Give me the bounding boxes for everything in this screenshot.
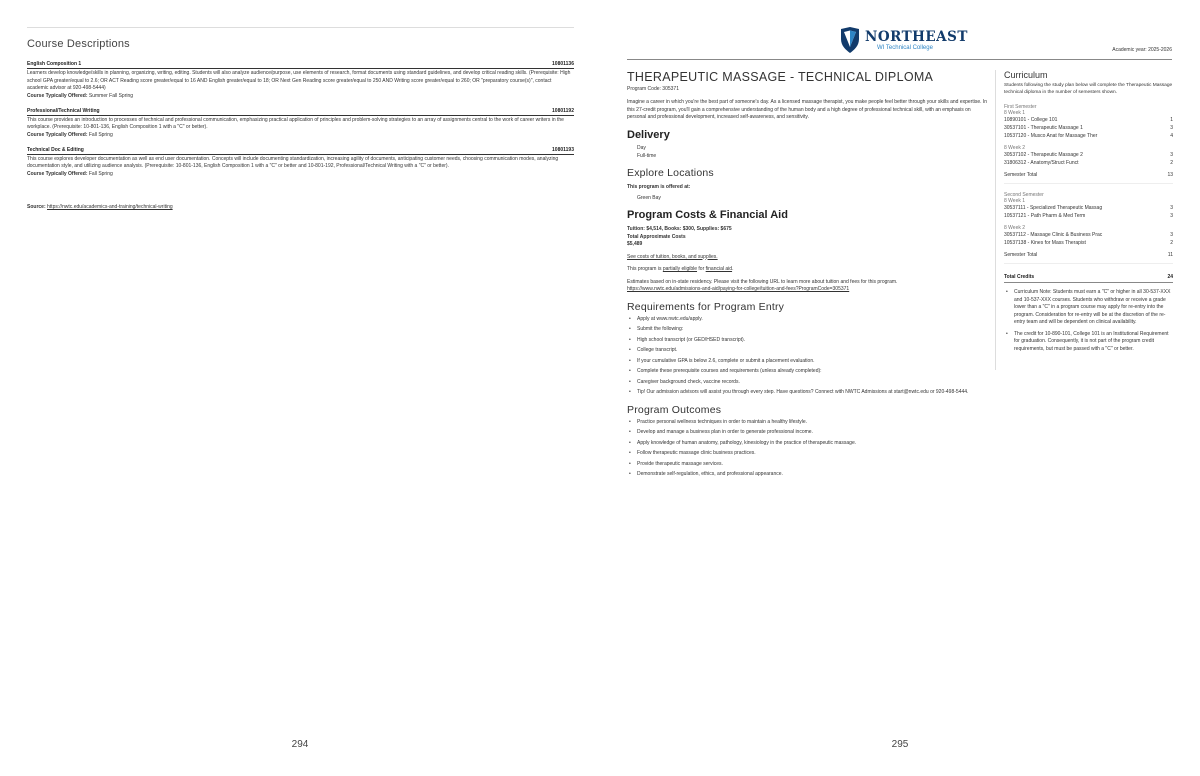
- shield-logo-icon: [840, 27, 860, 53]
- total-credits-value: 24: [1167, 274, 1173, 280]
- course-header: [27, 61, 574, 69]
- source-label: Source:: [27, 204, 46, 210]
- financial-aid-link[interactable]: financial aid: [705, 266, 733, 272]
- course-offered-terms: Summer Fall Spring: [88, 92, 134, 99]
- requirement-item: • College transcript.: [627, 347, 989, 355]
- curriculum-course-row: [1004, 151, 1173, 159]
- requirement-item: • Tip! Our admission advisors will assist you through every step. Have questions? Connect with NWTC Admissions at start@nwtc.edu or 920-498-5444.: [627, 389, 989, 397]
- course-list: [27, 61, 574, 186]
- curriculum-course-credits: 2: [1170, 240, 1173, 246]
- course-block: [27, 147, 574, 178]
- curriculum-course-credits: 2: [1170, 160, 1173, 166]
- page-title: Course Descriptions: [27, 38, 130, 50]
- curriculum-course-credits: 1: [1170, 117, 1173, 123]
- curriculum-course-name: 30537102 - Therapeutic Massage 2: [1004, 152, 1083, 158]
- semester-total-row: [1004, 252, 1173, 264]
- curriculum-note: • Curriculum Note: Students must earn a "C" or higher in all 30-537-XXX and 10-537-XXX courses. Students who withdraw or receive a grade lower than a "C" in a program course may apply for re-entry into the program. Consideration for re-entry will be at the discretion of the re-entry team and will be dependent on clinical availability.: [1004, 289, 1173, 327]
- curriculum-course-credits: 3: [1170, 213, 1173, 219]
- requirement-item: • Submit the following:: [627, 326, 989, 334]
- header-divider: [627, 59, 1172, 60]
- tuition-url-link[interactable]: https://www.nwtc.edu/admissions-and-aid/paying-for-college/tuition-and-fees?ProgramCode=305371: [627, 286, 850, 292]
- outcome-item: • Follow therapeutic massage clinic business practices.: [627, 450, 989, 458]
- week-label: 8 Week 2: [1004, 145, 1026, 151]
- right-page: [600, 0, 1200, 776]
- see-costs-line: [627, 254, 989, 262]
- program-code: Program Code: 305371: [627, 86, 679, 92]
- logo-name: NORTHEAST: [865, 29, 968, 45]
- curriculum-course-name: 30537111 - Specialized Therapeutic Massag: [1004, 205, 1103, 211]
- costs-heading: Program Costs & Financial Aid: [627, 209, 788, 221]
- course-offered-label: Course Typically Offered:: [27, 131, 88, 138]
- curriculum-course-row: [1004, 132, 1173, 140]
- curriculum-course-row: [1004, 159, 1173, 167]
- location-item: Green Bay: [637, 195, 661, 201]
- page-number: 295: [891, 739, 909, 750]
- curriculum-course-credits: 3: [1170, 232, 1173, 238]
- semester-total-value: 13: [1167, 172, 1173, 178]
- curriculum-heading: Curriculum: [1004, 70, 1048, 80]
- delivery-item: Day: [637, 144, 646, 151]
- total-credits-row: [1004, 274, 1173, 283]
- course-description: This course provides an introduction to processes of technical and professional communication, emphasizing practical application of principles and problem-solving strategies to an array of assignments central to the work of career writers in the workplace. (Prerequisite: 10-801-136, English Composition 1 with a "C" or better).: [27, 116, 564, 130]
- course-offered-label: Course Typically Offered:: [27, 92, 88, 99]
- semester-total-label: Semester Total: [1004, 172, 1038, 178]
- outcomes-list: [627, 419, 989, 479]
- curriculum-course-row: [1004, 239, 1173, 247]
- delivery-item: Full-time: [637, 152, 657, 159]
- outcome-item: • Apply knowledge of human anatomy, pathology, kinesiology in the practice of therapeutic massage.: [627, 440, 989, 448]
- curriculum-course-name: 30537112 - Massage Clinic & Business Prac: [1004, 232, 1103, 238]
- semester-total-value: 11: [1167, 252, 1173, 258]
- program-title: THERAPEUTIC MASSAGE - TECHNICAL DIPLOMA: [627, 70, 934, 84]
- curriculum-course-name: 10537138 - Kines for Mass Therapist: [1004, 240, 1086, 246]
- course-name: Professional/Technical Writing: [27, 107, 100, 114]
- course-code: 10801136: [552, 61, 574, 67]
- outcome-item: • Develop and manage a business plan in order to generate professional income.: [627, 429, 989, 437]
- course-code: 10801192: [552, 107, 574, 114]
- requirement-item: • Apply at www.nwtc.edu/apply.: [627, 316, 989, 324]
- requirement-item: • High school transcript (or GED/HSED transcript).: [627, 337, 989, 345]
- semester-list: [1004, 104, 1173, 264]
- course-code: 10801193: [552, 146, 574, 153]
- program-main: [627, 70, 989, 482]
- course-description: This course explores developer documentation as well as end user documentation. Concepts will include documenting standardization, increasing agility of documents, anticipating customer needs, choosing communication modes, analyzing documentation style, and utilizing audience analysis. (Prerequisite: 10-801-136, English Composition 1 with a "C" or better and 10-801-192, Professional/Technical Writing with a "C" or better).: [27, 155, 559, 169]
- semester-title: Second Semester: [1004, 192, 1044, 198]
- delivery-heading: Delivery: [627, 128, 670, 141]
- requirements-heading: Requirements for Program Entry: [627, 300, 785, 313]
- course-name: Technical Doc & Editing: [27, 146, 84, 153]
- curriculum-course-row: [1004, 212, 1173, 220]
- course-name: English Composition 1: [27, 61, 82, 67]
- course-block: [27, 108, 574, 139]
- semester-block: [1004, 104, 1173, 184]
- requirement-item: • Caregiver background check, vaccine records.: [627, 379, 989, 387]
- curriculum-course-name: 10537121 - Path Pharm & Med Term: [1004, 213, 1086, 219]
- course-block: [27, 61, 574, 100]
- program-intro: Imagine a career in which you're the best part of someone's day. As a licensed massage therapist, you make people feel better through your skills and expertise. In this 27-credit program, you'll gain a comprehensive understanding of the human body and a high degree of professional technical skill, with an emphasis on personal and professional development, increased self-awareness, and sensitivity.: [627, 99, 988, 120]
- financial-aid-line: This program is partially eligible for financial aid.: [627, 266, 734, 272]
- course-offered-label: Course Typically Offered:: [27, 170, 88, 177]
- course-offered: [27, 93, 574, 100]
- curriculum-intro: Students following the study plan below will complete the Therapeutic Massage technical diploma in the number of semesters shown.: [1004, 83, 1173, 95]
- locations-list: [637, 194, 989, 202]
- page-number: 294: [291, 739, 309, 750]
- curriculum-course-name: 10537120 - Musco Anat for Massage Ther: [1004, 133, 1098, 139]
- course-offered: [27, 171, 574, 178]
- college-logo: [840, 27, 968, 55]
- requirement-item: • Complete these prerequisite courses and requirements (unless already completed):: [627, 368, 989, 376]
- curriculum-course-credits: 3: [1170, 205, 1173, 211]
- semester-total-label: Semester Total: [1004, 252, 1038, 258]
- delivery-list: [637, 144, 989, 160]
- requirement-item: • If your cumulative GPA is below 2.6, complete or submit a placement evaluation.: [627, 358, 989, 366]
- academic-year: Academic year: 2025-2026: [1112, 47, 1172, 53]
- locations-offered-label: This program is offered at:: [627, 183, 691, 190]
- course-offered: [27, 132, 574, 139]
- outcomes-heading: Program Outcomes: [627, 403, 722, 416]
- top-divider: [27, 27, 574, 28]
- outcome-item: • Practice personal wellness techniques in order to maintain a healthy lifestyle.: [627, 419, 989, 427]
- curriculum-note: • The credit for 10-890-101, College 101 is an Institutional Requirement for graduation. Consequently, it is not part of the program credit requirements, but must be passed with a "C" or better.: [1004, 331, 1173, 354]
- course-offered-terms: Fall Spring: [88, 170, 113, 177]
- curriculum-notes: [1004, 289, 1173, 353]
- source-link[interactable]: https://nwtc.edu/academics-and-training/technical-writing: [47, 204, 173, 210]
- course-header: [27, 147, 574, 155]
- curriculum-course-row: [1004, 231, 1173, 239]
- week-label: 8 Week 1: [1004, 110, 1026, 116]
- curriculum-course-credits: 3: [1170, 152, 1173, 158]
- semester-block: [1004, 192, 1173, 264]
- logo-subtitle: WI Technical College: [877, 45, 933, 51]
- costs-total-label: Total Approximate Costs: [627, 233, 686, 240]
- estimates-note: Estimates based on in-state residency. Please visit the following URL to learn more about tuition and fees for this program. https://www.nwtc.edu/admissions-and-aid/paying-for-college/tuition-and-fees?ProgramCode=305371: [627, 278, 898, 292]
- costs-breakdown: Tuition: $4,514, Books: $300, Supplies: $675: [627, 226, 732, 232]
- requirements-list: [627, 316, 989, 397]
- curriculum-course-row: [1004, 116, 1173, 124]
- curriculum-course-row: [1004, 204, 1173, 212]
- semester-total-row: [1004, 172, 1173, 184]
- curriculum-course-credits: 3: [1170, 125, 1173, 131]
- outcome-item: • Provide therapeutic massage services.: [627, 461, 989, 469]
- curriculum-course-name: 10890101 - College 101: [1004, 117, 1058, 123]
- costs-summary: [627, 226, 989, 249]
- see-costs-link[interactable]: See costs of tuition, books, and supplies.: [627, 253, 718, 260]
- course-description: Learners develop knowledge/skills in planning, organizing, writing, editing. Students will also analyze audience/purpose, use elements of research, format documents using standard guidelines, and develop critical reading skills. (Prerequisite: High school GPA greater/equal to 2.6; OR ACT Reading score greater/equal to 16 AND English greater/equal to 18; OR Next Gen Reading score greater/equal to 250 AND Writing score greater/equal to 260; OR "preparatory course(s)", contact academic advisor at 920-498-5444): [27, 70, 571, 91]
- partially-eligible-link[interactable]: partially eligible: [662, 266, 698, 272]
- curriculum-course-name: 30537101 - Therapeutic Massage 1: [1004, 125, 1083, 131]
- course-header: [27, 108, 574, 116]
- source-line: [27, 204, 173, 210]
- outcome-item: • Demonstrate self-regulation, ethics, and professional appearance.: [627, 471, 989, 479]
- curriculum-course-name: 31806312 - Anatomy/Struct Funct: [1004, 160, 1079, 166]
- course-offered-terms: Fall Spring: [88, 131, 113, 138]
- total-credits-label: Total Credits: [1004, 274, 1035, 280]
- week-label: 8 Week 1: [1004, 198, 1026, 204]
- week-label: 8 Week 2: [1004, 225, 1026, 231]
- curriculum-course-row: [1004, 124, 1173, 132]
- curriculum-course-credits: 4: [1170, 133, 1173, 139]
- locations-heading: Explore Locations: [627, 166, 714, 179]
- costs-total: $5,489: [627, 241, 643, 247]
- semester-title: First Semester: [1004, 104, 1037, 110]
- curriculum-sidebar: [995, 70, 1173, 370]
